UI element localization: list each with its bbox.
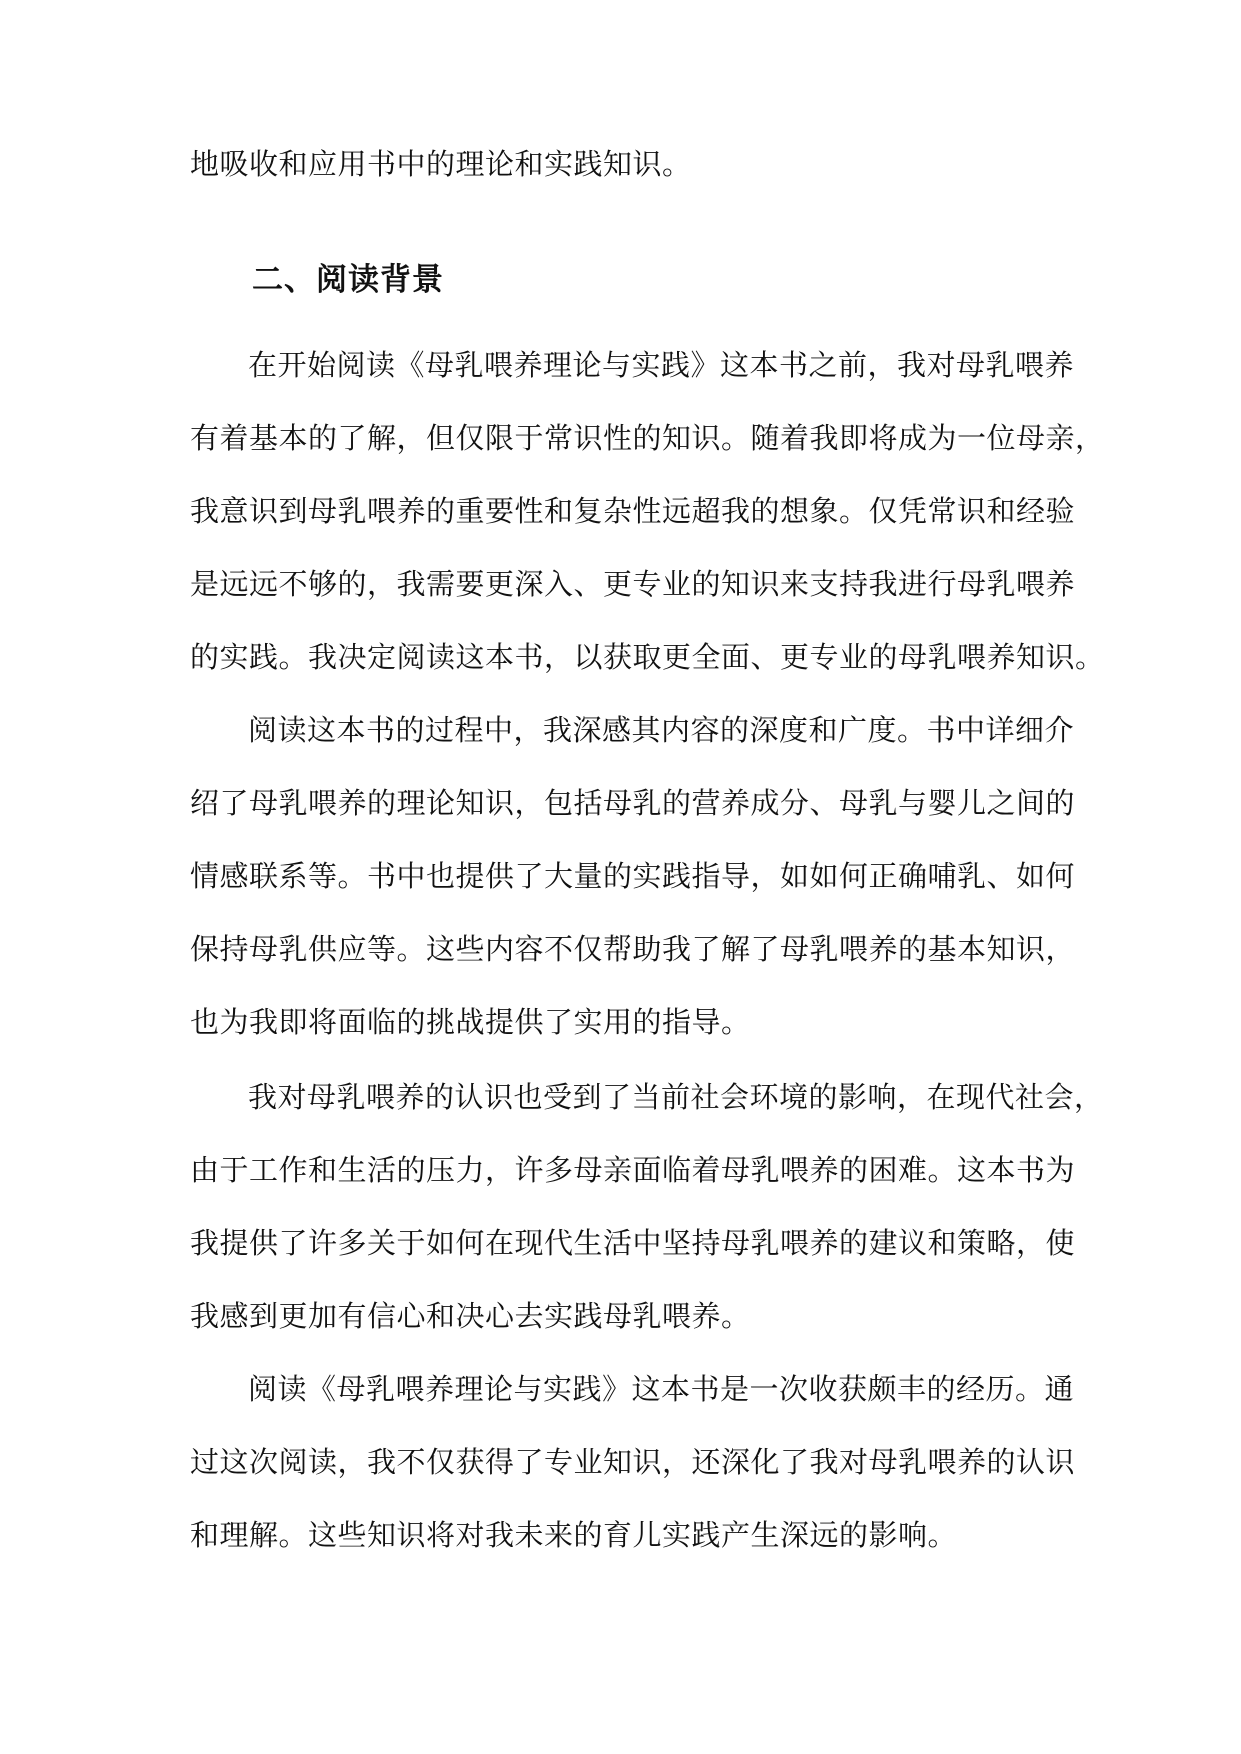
paragraph-line: 有着基本的了解，但仅限于常识性的知识。随着我即将成为一位母亲，	[190, 421, 1105, 455]
paragraph-line: 我感到更加有信心和决心去实践母乳喂养。	[190, 1299, 751, 1333]
paragraph-line: 在开始阅读《母乳喂养理论与实践》这本书之前，我对母乳喂养	[248, 348, 1075, 382]
paragraph-line: 情感联系等。书中也提供了大量的实践指导，如如何正确哺乳、如何	[190, 859, 1076, 893]
paragraph-line: 由于工作和生活的压力，许多母亲面临着母乳喂养的困难。这本书为	[190, 1153, 1076, 1187]
paragraph-line: 也为我即将面临的挑战提供了实用的指导。	[190, 1005, 751, 1039]
top-fragment-line: 地吸收和应用书中的理论和实践知识。	[190, 147, 692, 181]
paragraph-line: 我意识到母乳喂养的重要性和复杂性远超我的想象。仅凭常识和经验	[190, 494, 1076, 528]
section-heading: 二、阅读背景	[252, 262, 444, 298]
paragraph-line: 过这次阅读，我不仅获得了专业知识，还深化了我对母乳喂养的认识	[190, 1445, 1076, 1479]
paragraph-line: 阅读这本书的过程中，我深感其内容的深度和广度。书中详细介	[248, 713, 1075, 747]
paragraph-line: 是远远不够的，我需要更深入、更专业的知识来支持我进行母乳喂养	[190, 567, 1076, 601]
paragraph-line: 绍了母乳喂养的理论知识，包括母乳的营养成分、母乳与婴儿之间的	[190, 786, 1076, 820]
paragraph-line: 保持母乳供应等。这些内容不仅帮助我了解了母乳喂养的基本知识，	[190, 932, 1076, 966]
paragraph-line: 我对母乳喂养的认识也受到了当前社会环境的影响，在现代社会，	[248, 1080, 1104, 1114]
paragraph-line: 阅读《母乳喂养理论与实践》这本书是一次收获颇丰的经历。通	[248, 1372, 1075, 1406]
paragraph-line: 的实践。我决定阅读这本书，以获取更全面、更专业的母乳喂养知识。	[190, 640, 1105, 674]
paragraph-line: 我提供了许多关于如何在现代生活中坚持母乳喂养的建议和策略，使	[190, 1226, 1076, 1260]
paragraph-line: 和理解。这些知识将对我未来的育儿实践产生深远的影响。	[190, 1518, 958, 1552]
